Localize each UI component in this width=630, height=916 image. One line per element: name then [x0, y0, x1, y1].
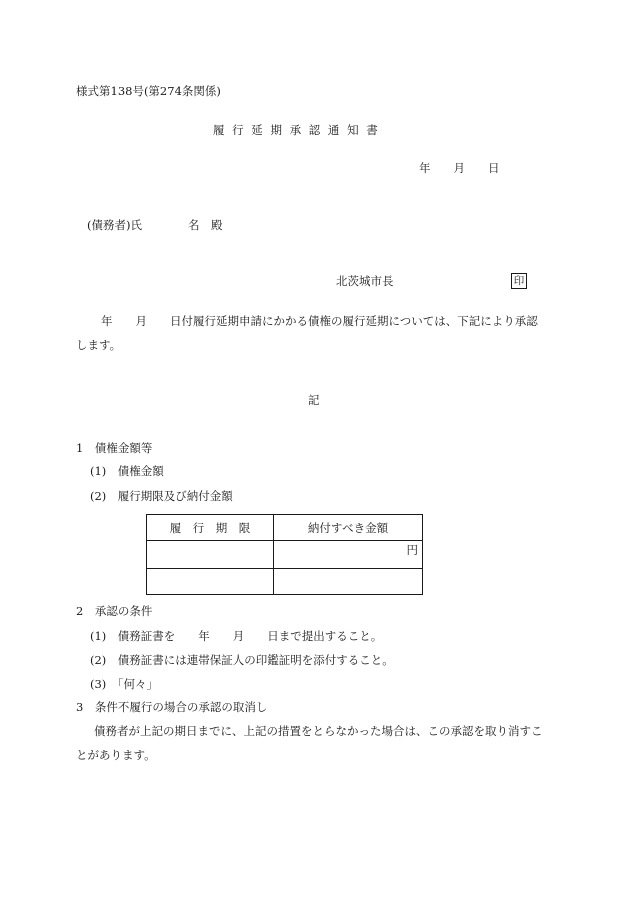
addressee: (債務者)氏 名 殿	[87, 218, 223, 232]
due-date-cell	[147, 569, 274, 595]
section-3-text-line-2: とがあります。	[76, 748, 156, 762]
body-text-line-1: 年 月 日付履行延期申請にかかる債権の履行延期については、下記により承認	[101, 314, 538, 328]
section-1-item-1: (1) 債権金額	[90, 464, 164, 478]
date-line: 年 月 日	[419, 161, 500, 175]
issuer: 北茨城市長	[336, 274, 394, 288]
section-3-text-line-1: 債務者が上記の期日までに、上記の措置をとらなかった場合は、この承認を取り消すこ	[94, 724, 543, 738]
due-date-cell	[147, 541, 274, 569]
yen-unit: 円	[406, 543, 418, 557]
body-text-line-2: します。	[76, 338, 122, 352]
section-2-heading: 2 承認の条件	[76, 604, 153, 618]
section-2-item-2: (2) 債務証書には連帯保証人の印鑑証明を添付すること。	[90, 653, 394, 667]
section-2-item-3: (3) 「何々」	[90, 677, 159, 691]
table-header-row	[147, 515, 423, 541]
seal-mark: 印	[511, 273, 527, 289]
header-due-date: 履 行 期 限	[147, 515, 274, 541]
amount-cell	[274, 569, 423, 595]
table-row	[147, 569, 423, 595]
payment-schedule-table	[146, 514, 423, 595]
section-2-item-1: (1) 債務証書を 年 月 日まで提出すること。	[90, 629, 383, 643]
section-1-heading: 1 債権金額等	[76, 441, 153, 455]
form-number: 様式第138号(第274条関係)	[76, 84, 221, 98]
ki-heading: 記	[308, 393, 320, 407]
section-1-item-2: (2) 履行期限及び納付金額	[90, 489, 233, 503]
section-3-heading: 3 条件不履行の場合の承認の取消し	[76, 700, 268, 714]
amount-cell	[274, 541, 423, 569]
header-amount: 納付すべき金額	[274, 515, 423, 541]
table-row	[147, 541, 423, 569]
document-title: 履 行 延 期 承 認 通 知 書	[213, 123, 378, 137]
